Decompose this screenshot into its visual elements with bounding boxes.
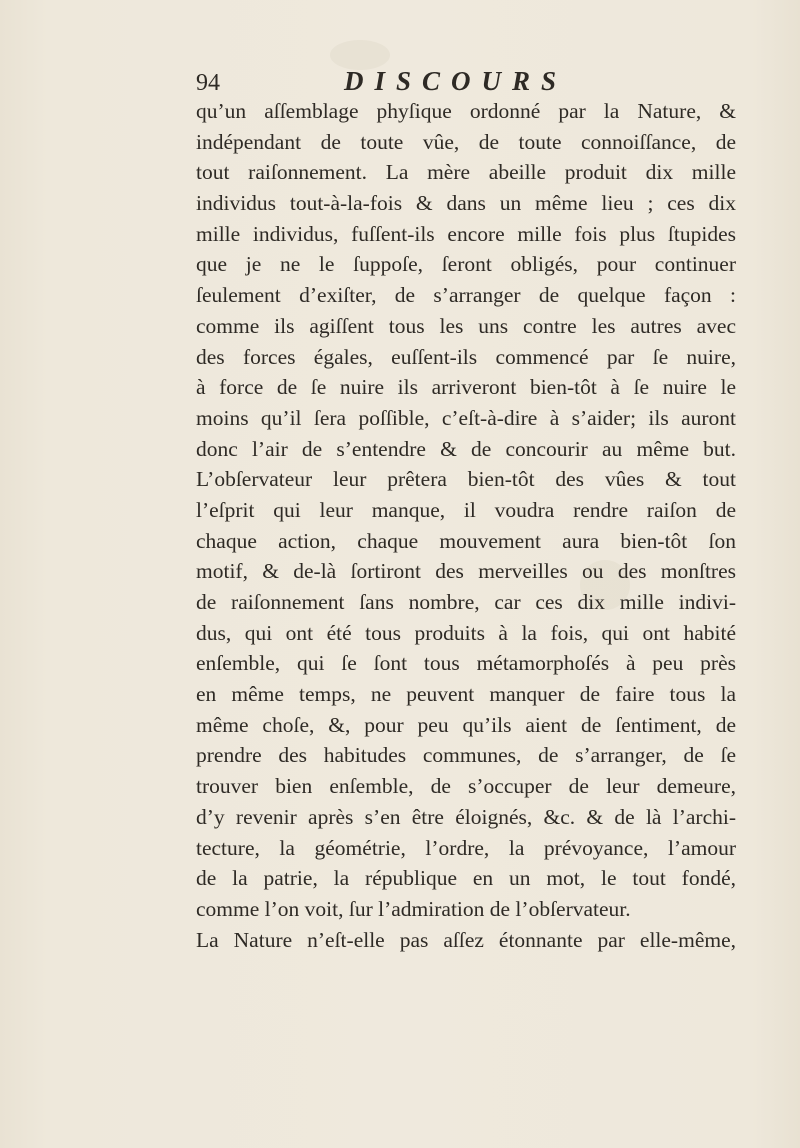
text-line: dus, qui ont été tous produits à la fois, qui ont habité	[196, 620, 736, 645]
running-head: DISCOURS	[344, 66, 568, 96]
text-line: à force de ſe nuire ils arriveront bien-tôt à ſe nuire le	[196, 375, 736, 400]
text-line: en même temps, ne peuvent manquer de faire tous la	[196, 682, 736, 707]
text-line: La Nature n’eſt-elle pas aſſez étonnante par elle-même,	[196, 927, 736, 952]
text-line: prendre des habitudes communes, de s’arranger, de ſe	[196, 743, 736, 768]
text-line: L’obſervateur leur prêtera bien-tôt des vûes & tout	[196, 467, 736, 492]
text-line: des forces égales, euſſent-ils commencé par ſe nuire,	[196, 344, 736, 369]
text-line: mille individus, fuſſent-ils encore mille fois plus ſtupides	[196, 221, 736, 246]
text-line: tecture, la géométrie, l’ordre, la prévoyance, l’amour	[196, 835, 736, 860]
text-line: de raiſonnement ſans nombre, car ces dix mille indivi-	[196, 590, 736, 614]
text-line: même choſe, &, pour peu qu’ils aient de ſentiment, de	[196, 712, 736, 737]
text-line: enſemble, qui ſe ſont tous métamorphoſés à peu près	[196, 651, 736, 676]
text-line: individus tout-à-la-fois & dans un même lieu ; ces dix	[196, 191, 736, 216]
text-line: comme ils agiſſent tous les uns contre les autres avec	[196, 313, 736, 338]
text-line: indépendant de toute vûe, de toute connoiſſance, de	[196, 129, 736, 154]
text-line: que je ne le ſuppoſe, ſeront obligés, pour continuer	[196, 252, 736, 277]
page-header	[196, 60, 756, 100]
text-line: motif, & de-là ſortiront des merveilles ou des monſtres	[196, 559, 736, 584]
text-line: donc l’air de s’entendre & de concourir au même but.	[196, 436, 736, 461]
page-number: 94	[196, 70, 220, 96]
text-line: ſeulement d’exiſter, de s’arranger de quelque façon :	[196, 283, 736, 308]
text-line: de la patrie, la république en un mot, le tout fondé,	[196, 866, 736, 891]
text-line: l’eſprit qui leur manque, il voudra rendre raiſon de	[196, 497, 736, 522]
text-line: chaque action, chaque mouvement aura bien-tôt ſon	[196, 528, 736, 553]
text-line: qu’un aſſemblage phyſique ordonné par la Nature, &	[196, 99, 736, 123]
text-line: d’y revenir après s’en être éloignés, &c. & de là l’archi-	[196, 804, 736, 829]
text-line: tout raiſonnement. La mère abeille produit dix mille	[196, 160, 736, 185]
text-line: comme l’on voit, ſur l’admiration de l’obſervateur.	[196, 896, 631, 921]
body-text	[196, 96, 736, 955]
text-line: trouver bien enſemble, de s’occuper de leur demeure,	[196, 774, 736, 799]
text-line: moins qu’il ſera poſſible, c’eſt-à-dire à s’aider; ils auront	[196, 405, 736, 430]
